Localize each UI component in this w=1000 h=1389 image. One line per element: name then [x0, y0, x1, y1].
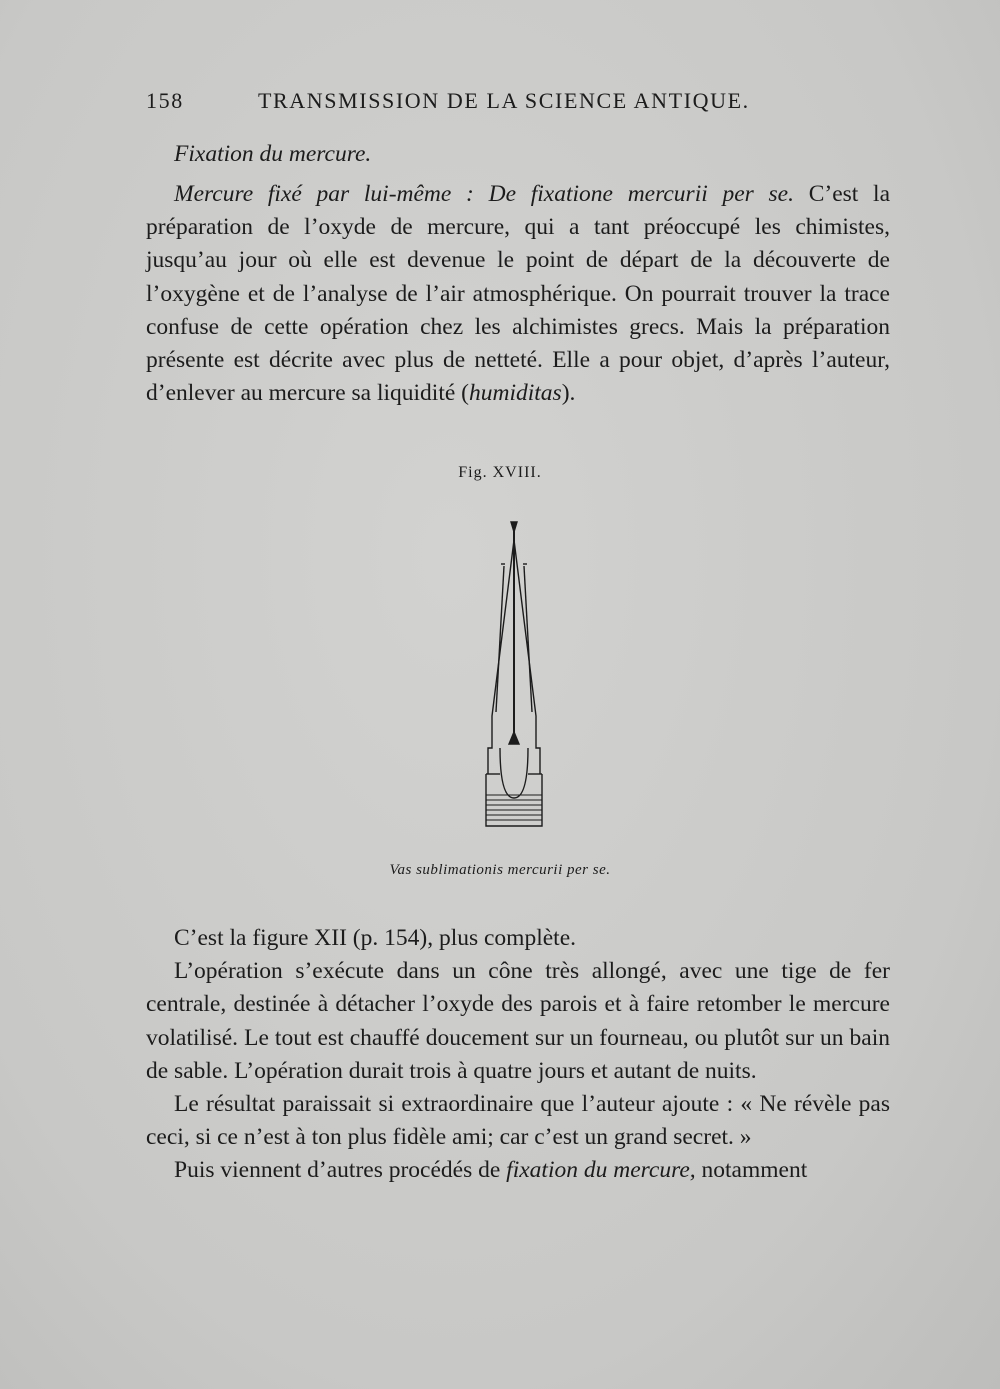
paragraph-1-text-a: C’est la préparation de l’oxyde de mercure, qui a tant préoccupé les chimistes, jusqu’au jour où elle est devenue le point de départ de la découverte de l’oxygène et de l’analyse de l’air atmosphérique. On pourrait trouver la trace confuse de cette opération chez les alchimistes grecs. Mais la préparation présente est décrite avec plus de netteté. Elle a pour objet, d’après l’auteur, d’enlever au mercure sa liquidité ( [146, 181, 890, 407]
cone-right-wall [514, 540, 540, 774]
running-title: TRANSMISSION DE LA SCIENCE ANTIQUE. [258, 88, 750, 113]
sublimation-vessel-illustration [470, 516, 570, 836]
cone-bulb [500, 748, 528, 798]
page-header [146, 88, 890, 122]
paragraph-1-text-b: ). [561, 380, 576, 407]
paragraph-5 [146, 1154, 890, 1187]
paragraph-block-1 [146, 178, 890, 410]
cone-left-wall [488, 540, 514, 774]
section-title-block [146, 138, 890, 171]
section-title: Fixation du mercure. [174, 141, 372, 167]
paragraph-block-2 [146, 922, 890, 1188]
paragraph-2: C’est la figure XII (p. 154), plus complète. [174, 925, 577, 951]
paragraph-1-italic-term: humiditas [468, 380, 562, 407]
paragraph-3: L’opération s’exécute dans un cône très allongé, avec une tige de fer centrale, destinée à détacher l’oxyde des parois et à faire retomber le mercure volatilisé. Le tout est chauffé doucement sur un fourneau, ou plutôt sur un bain de sable. L’opération durait trois à quatre jours et autant de nuits. [146, 958, 890, 1084]
paragraph-5-text-b: notamment [695, 1157, 808, 1184]
paragraph-4: Le résultat paraissait si extraordinaire que l’auteur ajoute : « Ne révèle pas ceci, si ce n’est à ton plus fidèle ami; car c’est un grand secret. » [146, 1091, 890, 1151]
figure-label: Fig. XVIII. [458, 464, 542, 481]
paragraph-5-text-a: Puis viennent d’autres procédés de [174, 1157, 507, 1184]
paragraph-1 [146, 178, 890, 410]
figure-caption: Vas sublimationis mercurii per se. [389, 862, 611, 878]
page-number: 158 [146, 88, 184, 113]
paragraph-1-italic-lead: Mercure fixé par lui-même : De fixatione mercurii per se. [174, 181, 794, 207]
paragraph-5-italic: fixation du mercure, [506, 1157, 696, 1184]
rod-tip [511, 522, 517, 532]
